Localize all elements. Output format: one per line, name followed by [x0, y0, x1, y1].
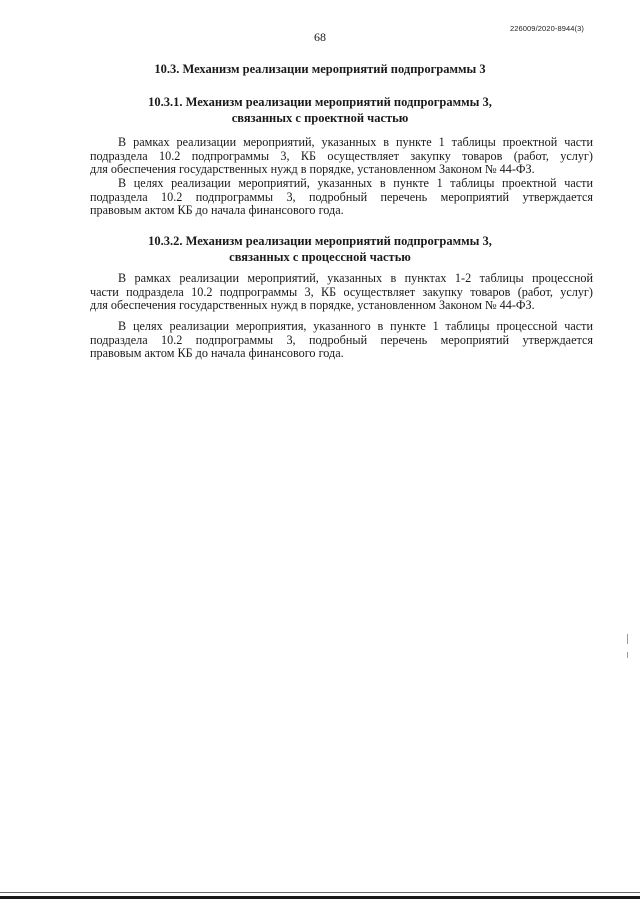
paragraph-project-procurement: [90, 136, 593, 177]
paragraph-line: для обеспечения государственных нужд в порядке, установленном Законом № 44-ФЗ.: [90, 298, 535, 313]
paragraph-line: В целях реализации мероприятия, указанного в пункте 1 таблицы процессной части: [118, 319, 593, 333]
paragraph-process-list: [90, 320, 593, 361]
document-registration-number: 226009/2020-8944(3): [509, 24, 584, 33]
subsection-heading-process: [0, 233, 640, 265]
subsection-heading-line: связанных с проектной частью: [231, 111, 409, 125]
subsection-heading-line: связанных с процессной частью: [229, 250, 411, 264]
section-heading: 10.3. Механизм реализации мероприятий подпрограммы 3: [154, 62, 486, 76]
paragraph-line: В рамках реализации мероприятий, указанных в пункте 1 таблицы проектной части: [118, 135, 593, 149]
paragraph-line: подраздела 10.2 подпрограммы 3, подробный перечень мероприятий утверждается: [90, 189, 593, 204]
page-bottom-divider-thin: [0, 892, 640, 893]
paragraph-line: для обеспечения государственных нужд в порядке, установленном Законом № 44-ФЗ.: [90, 162, 535, 177]
subsection-heading-line: 10.3.2. Механизм реализации мероприятий подпрограммы 3,: [148, 234, 492, 248]
paragraph-process-procurement: [90, 272, 593, 313]
paragraph-line: подраздела 10.2 подпрограммы 3, КБ осуществляет закупку товаров (работ, услуг): [90, 148, 593, 163]
paragraph-line: подраздела 10.2 подпрограммы 3, подробный перечень мероприятий утверждается: [90, 332, 593, 347]
paragraph-line: В рамках реализации мероприятий, указанных в пунктах 1-2 таблицы процессной: [118, 271, 593, 285]
paragraph-line: правовым актом КБ до начала финансового года.: [90, 203, 344, 218]
paragraph-project-list: [90, 177, 593, 218]
paragraph-line: правовым актом КБ до начала финансового года.: [90, 346, 344, 361]
page-number: 68: [314, 30, 326, 44]
paragraph-line: части подраздела 10.2 подпрограммы 3, КБ осуществляет закупку товаров (работ, услуг): [90, 284, 593, 299]
subsection-heading-project: [0, 94, 640, 126]
paragraph-line: В целях реализации мероприятий, указанных в пункте 1 таблицы проектной части: [118, 176, 593, 190]
subsection-heading-line: 10.3.1. Механизм реализации мероприятий подпрограммы 3,: [148, 95, 492, 109]
scan-artifact: [627, 634, 628, 644]
scan-artifact: [627, 652, 628, 658]
page-bottom-divider: [0, 896, 640, 899]
